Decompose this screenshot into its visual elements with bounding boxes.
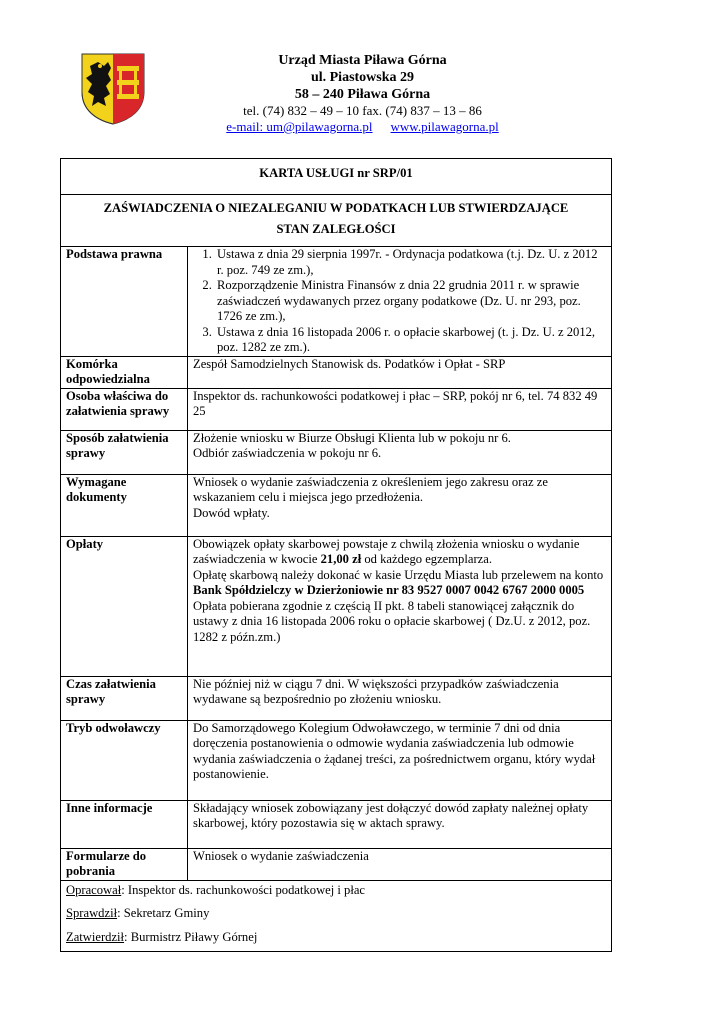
email-link[interactable]: e-mail: um@pilawagorna.pl	[226, 119, 373, 134]
legal-basis-item: 1. Ustawa z dnia 29 sierpnia 1997r. - Ordynacja podatkowa (t.j. Dz. U. z 2012 r. poz. 749 ze zm.),	[215, 247, 606, 278]
card-subject	[61, 195, 612, 247]
documents-line: Wniosek o wydanie zaświadczenia z określeniem jego zakresu oraz ze wskazaniem celu i miejsca jego przedłożenia.	[193, 474, 548, 504]
legal-basis-value	[188, 247, 612, 357]
method-value	[188, 430, 612, 474]
legal-basis-label: Podstawa prawna	[61, 247, 188, 357]
letterhead	[190, 52, 535, 135]
approved-by: Zatwierdził: Burmistrz Piławy Górnej	[66, 929, 258, 944]
person-label: Osoba właściwa do załatwienia sprawy	[61, 388, 188, 430]
card-subject-line2: STAN ZALEGŁOŚCI	[276, 222, 396, 236]
website-link[interactable]: www.pilawagorna.pl	[390, 119, 499, 134]
fees-label: Opłaty	[61, 536, 188, 676]
appeal-label: Tryb odwoławczy	[61, 720, 188, 800]
legal-basis-item: 3. Ustawa z dnia 16 listopada 2006 r. o opłacie skarbowej (t. j. Dz. U. z 2012, poz. 1282 ze zm.).	[215, 325, 606, 356]
unit-label: Komórka odpowiedzialna	[61, 356, 188, 388]
documents-line: Dowód wpłaty.	[193, 505, 270, 520]
documents-value	[188, 474, 612, 536]
time-value: Nie później niż w ciągu 7 dni. W większości przypadków zaświadczenia wydawane są bezpośrednio po złożeniu wniosku.	[188, 676, 612, 720]
fees-paragraph: Opłata pobierana zgodnie z częścią II pkt. 8 tabeli stanowiącej załącznik do ustawy z dnia 16 listopada 2006 roku o opłacie skarbowej ( Dz.U. z 2012, poz. 1282 z późn.zm.)	[193, 598, 591, 644]
service-card-table	[60, 158, 612, 952]
method-line: Złożenie wniosku w Biurze Obsługi Klienta lub w pokoju nr 6.	[193, 430, 511, 445]
office-street: ul. Piastowska 29	[310, 70, 415, 85]
unit-value: Zespół Samodzielnych Stanowisk ds. Podatków i Opłat - SRP	[188, 356, 612, 388]
office-postal: 58 – 240 Piława Górna	[294, 87, 431, 102]
office-phone: tel. (74) 832 – 49 – 10 fax. (74) 837 – 13 – 86	[243, 103, 482, 118]
fees-paragraph: Obowiązek opłaty skarbowej powstaje z chwilą złożenia wniosku o wydanie zaświadczenia w kwocie 21,00 zł od każdego egzemplarza.	[193, 536, 580, 566]
other-info-label: Inne informacje	[61, 800, 188, 848]
time-label: Czas załatwienia sprawy	[61, 676, 188, 720]
method-line: Odbiór zaświadczenia w pokoju nr 6.	[193, 446, 382, 460]
fees-paragraph: Opłatę skarbową należy dokonać w kasie Urzędu Miasta lub przelewem na konto Bank Spółdzielczy w Dzierżoniowie nr 83 9527 0007 0042 6767 2000 0005	[193, 567, 604, 597]
bank-account: Bank Spółdzielczy w Dzierżoniowie nr 83 9527 0007 0042 6767 2000 0005	[193, 583, 585, 597]
other-info-value: Składający wniosek zobowiązany jest dołączyć dowód zapłaty należnej opłaty skarbowej, który pozostawia się w aktach sprawy.	[188, 800, 612, 848]
appeal-value: Do Samorządowego Kolegium Odwoławczego, w terminie 7 dni od dnia doręczenia postanowienia o odmowie wydania zaświadczenia lub odmowie wydania zaświadczenia o żądanej treści, za pośrednictwem organu, który wydał postanowienie.	[188, 720, 612, 800]
prepared-by: Opracował: Inspektor ds. rachunkowości podatkowej i płac	[66, 882, 366, 897]
card-title: KARTA USŁUGI nr SRP/01	[61, 159, 612, 195]
card-subject-line1: ZAŚWIADCZENIA O NIEZALEGANIU W PODATKACH LUB STWIERDZAJĄCE	[103, 201, 569, 215]
office-name: Urząd Miasta Piława Górna	[278, 53, 447, 68]
forms-label: Formularze do pobrania	[61, 848, 188, 880]
documents-label: Wymagane dokumenty	[61, 474, 188, 536]
checked-by: Sprawdził: Sekretarz Gminy	[66, 906, 210, 920]
person-value: Inspektor ds. rachunkowości podatkowej i płac – SRP, pokój nr 6, tel. 74 832 49 25	[188, 388, 612, 430]
card-footer	[61, 880, 612, 952]
legal-basis-item: 2. Rozporządzenie Ministra Finansów z dnia 22 grudnia 2011 r. w sprawie zaświadczeń wydawanych przez organy podatkowe (Dz. U. nr 293, poz. 1726 ze zm.),	[215, 278, 606, 325]
fees-value	[188, 536, 612, 676]
method-label: Sposób załatwienia sprawy	[61, 430, 188, 474]
fee-amount: 21,00 zł	[320, 552, 362, 566]
coat-of-arms-icon	[80, 52, 146, 126]
forms-value: Wniosek o wydanie zaświadczenia	[188, 848, 612, 880]
